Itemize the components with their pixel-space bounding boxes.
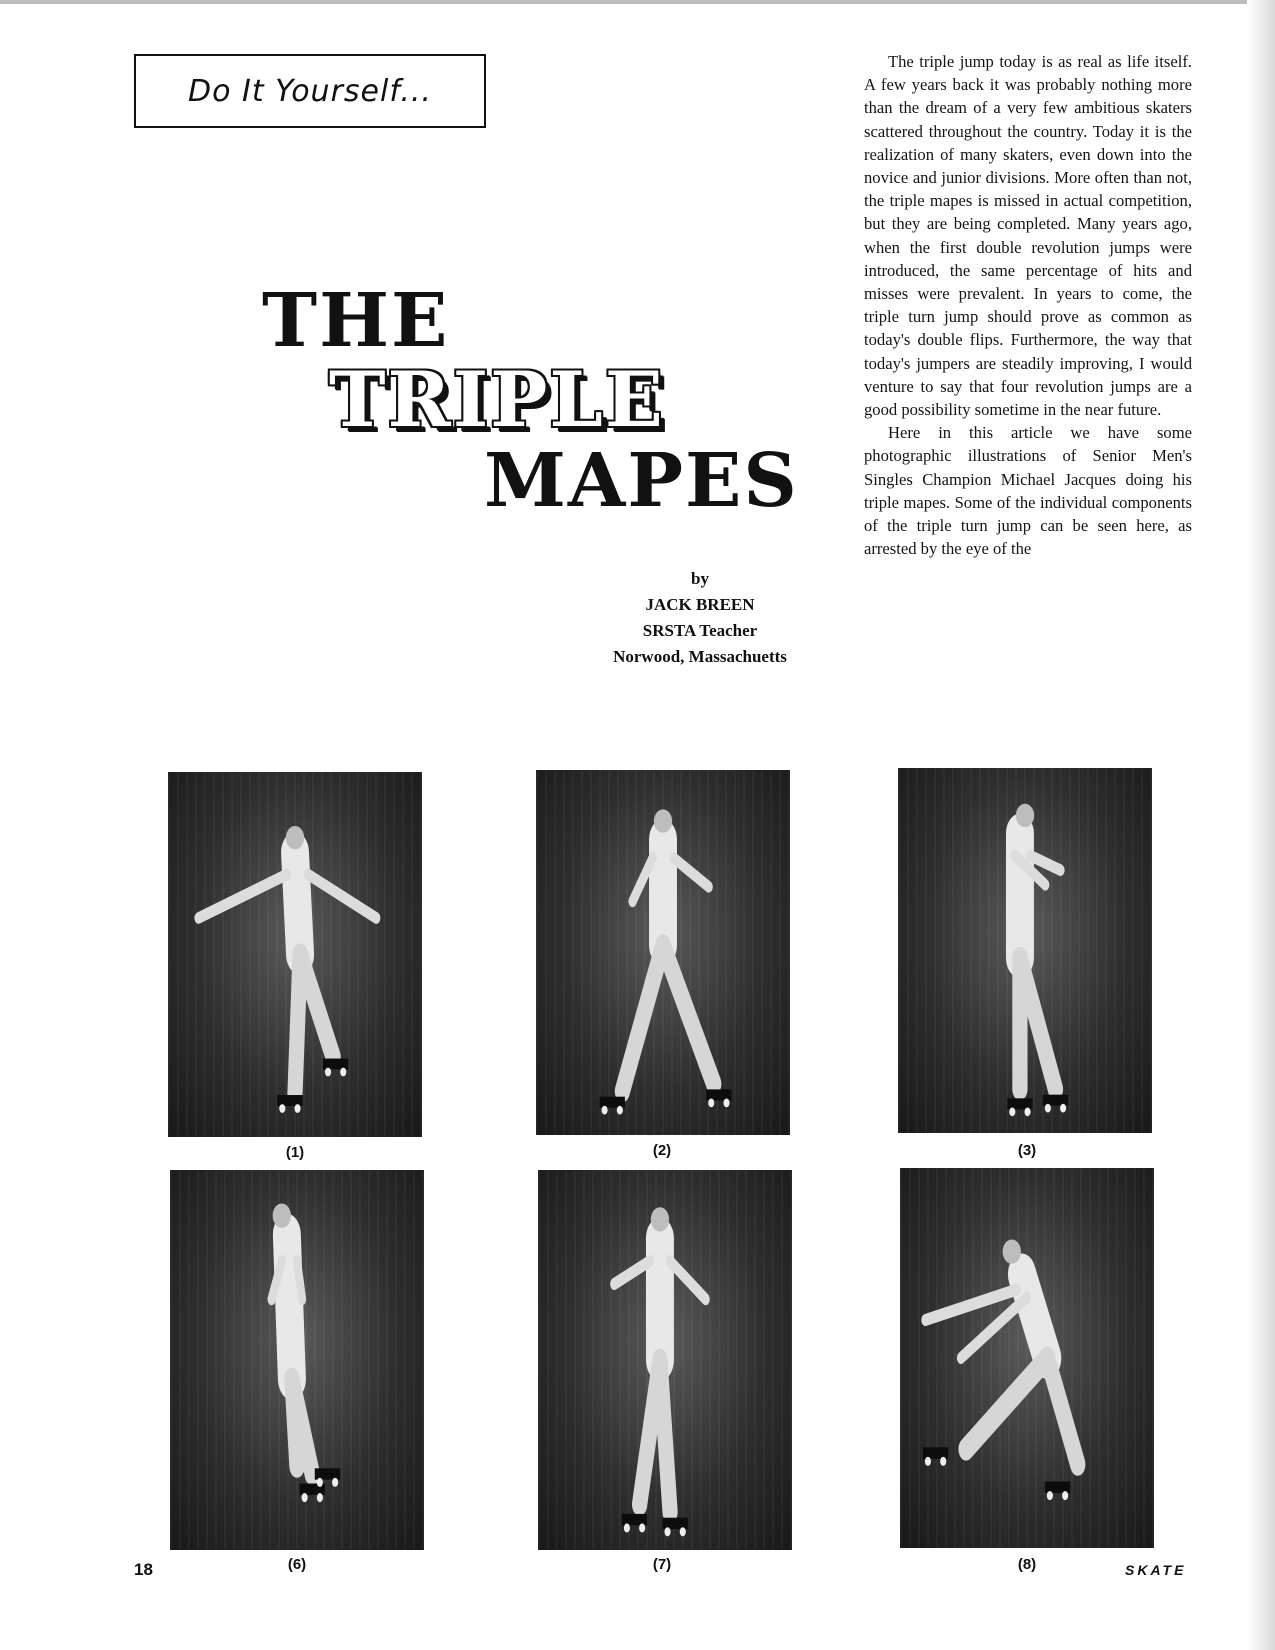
kicker-text: Do It Yourself...	[188, 73, 432, 109]
article-paragraph-1: The triple jump today is as real as life itself. A few years back it was probably nothing more than the dream of a very few ambitious skaters scattered throughout the country. Today it is the realization of many skaters, even down into the novice and junior divisions. More often than not, the triple mapes is missed in actual competition, but they are being completed. Many years ago, when the first double revolution jumps were introduced, the same percentage of hits and misses were prevalent. In years to come, the triple turn jump should prove as common as today's double flips. Furthermore, the way that today's jumpers are steadily improving, I would venture to say that four revolution jumps are a good possibility sometime in the near future.	[864, 52, 1192, 420]
title-line-3: MAPES	[484, 438, 799, 524]
skater-photo-2	[536, 770, 790, 1135]
magazine-name: SKATE	[1125, 1562, 1187, 1578]
skater-photo-4	[170, 1170, 424, 1550]
skater-figure	[538, 1170, 792, 1550]
byline-role: SRSTA Teacher	[642, 621, 758, 640]
skater-figure	[900, 1168, 1154, 1548]
article-paragraph-2: Here in this article we have some photographic illustrations of Senior Men's Singles Champion Michael Jacques doing his triple mapes. Some of the individual components of the triple turn jump can be seen here, as arrested by the eye of the	[864, 423, 1192, 559]
skater-figure	[536, 770, 790, 1135]
skater-photo-3	[898, 768, 1152, 1133]
byline-location: Norwood, Massachuetts	[613, 647, 787, 666]
title-line-1: THE	[262, 278, 450, 364]
photo-caption-3: (3)	[1017, 1142, 1037, 1159]
photo-caption-4: (6)	[287, 1556, 307, 1573]
kicker-box	[134, 54, 486, 128]
skater-photo-1	[168, 772, 422, 1137]
article-column	[864, 50, 1192, 560]
byline-author: JACK BREEN	[645, 595, 755, 614]
skater-figure	[898, 768, 1152, 1133]
title-line-2: TRIPLE	[329, 355, 665, 444]
page-right-edge	[1247, 0, 1275, 1650]
byline-by: by	[691, 569, 709, 588]
page-number: 18	[134, 1560, 153, 1579]
page-top-edge	[0, 0, 1275, 4]
skater-photo-6	[900, 1168, 1154, 1548]
photo-caption-2: (2)	[652, 1142, 672, 1159]
photo-caption-6: (8)	[1017, 1556, 1037, 1573]
photo-caption-5: (7)	[652, 1556, 672, 1573]
skater-figure	[168, 772, 422, 1137]
byline	[580, 566, 820, 670]
skater-figure	[170, 1170, 424, 1550]
skater-photo-5	[538, 1170, 792, 1550]
photo-caption-1: (1)	[285, 1144, 305, 1161]
